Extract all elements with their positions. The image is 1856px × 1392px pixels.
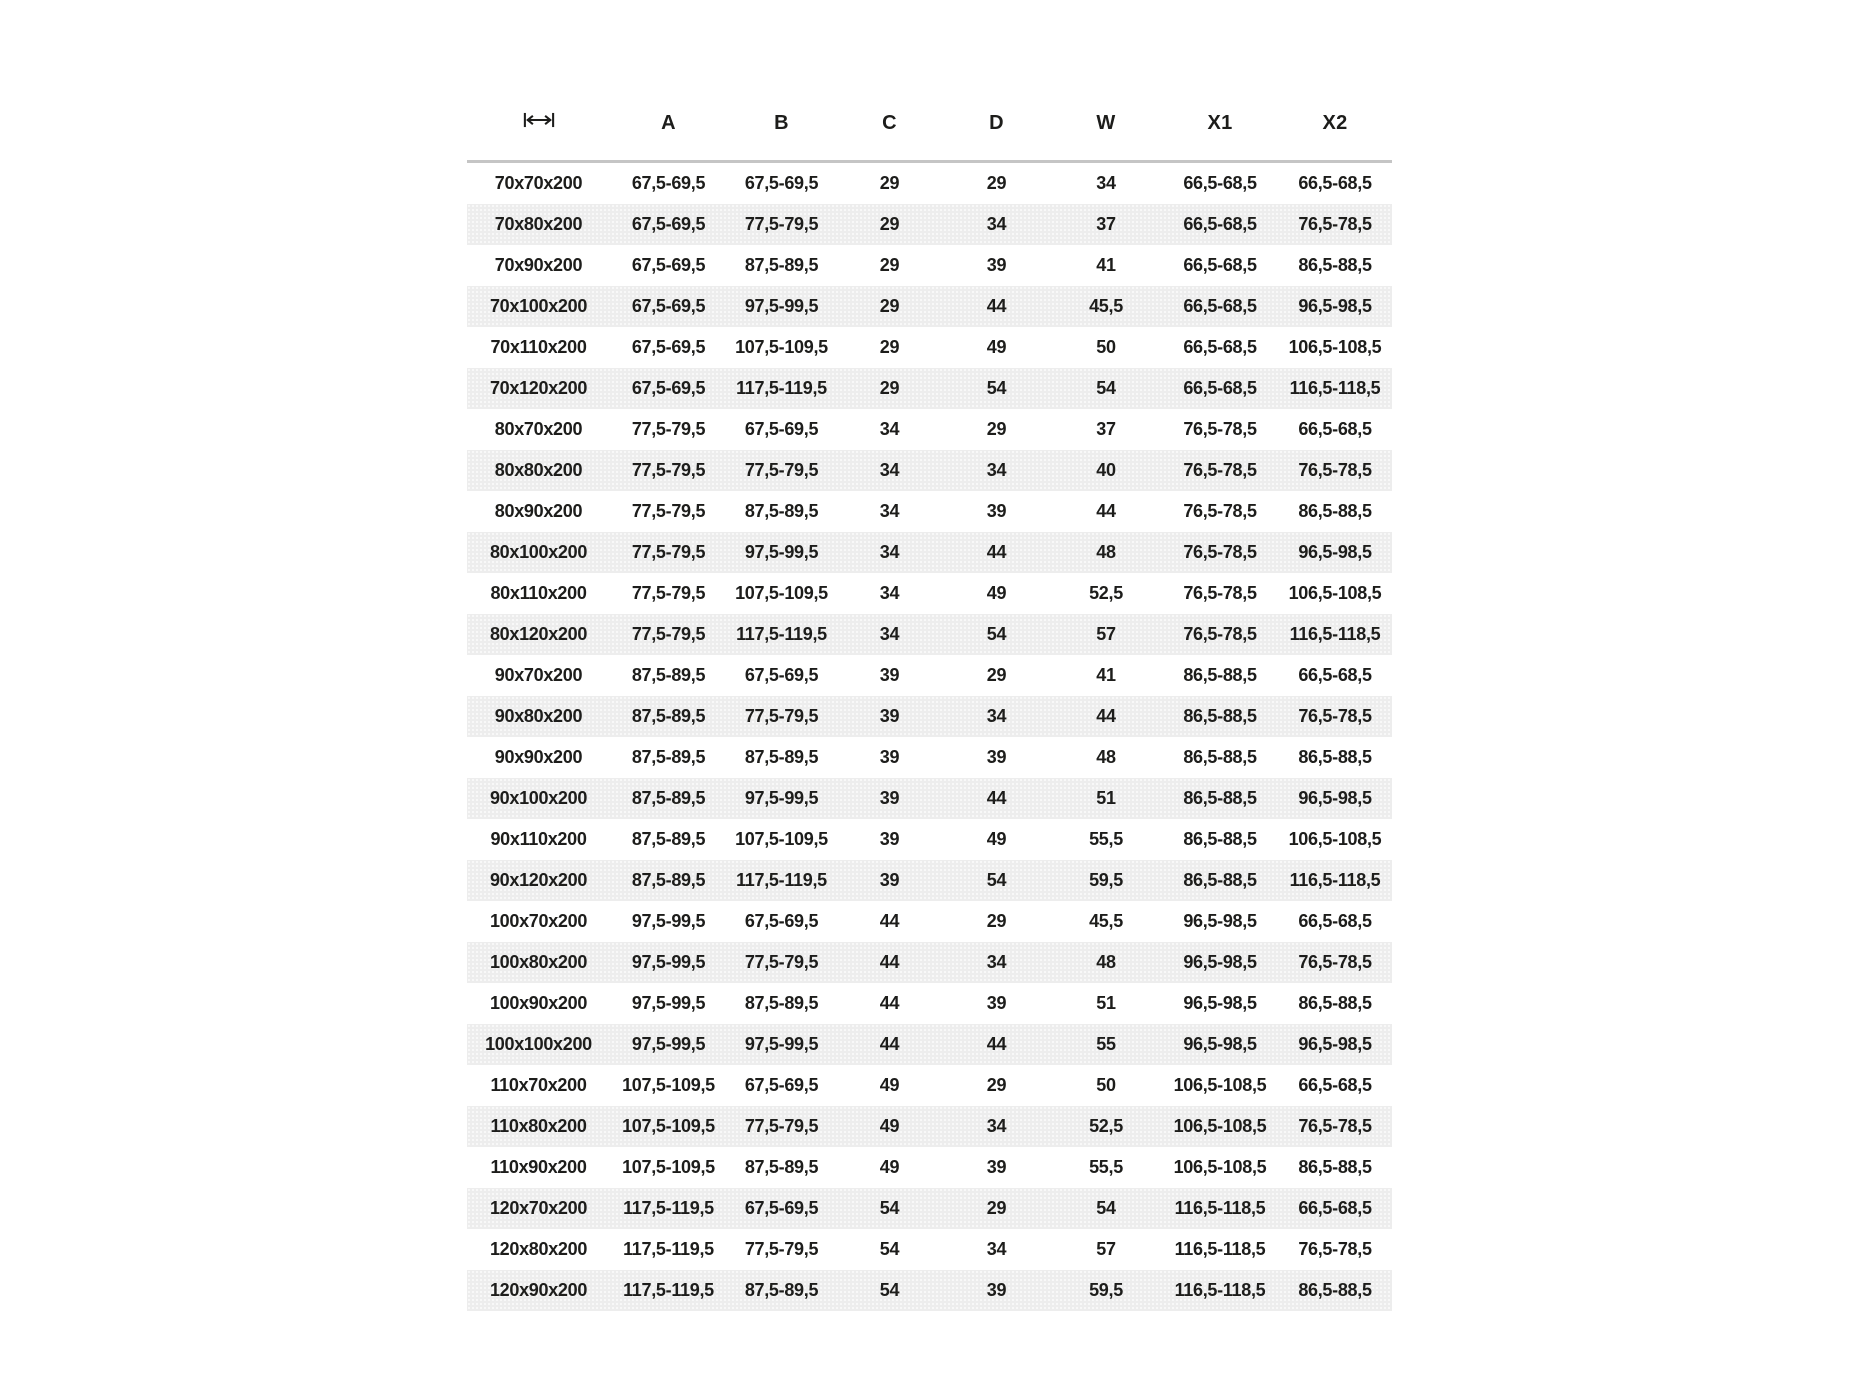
value-cell: 45,5 (1089, 296, 1123, 316)
value-cell: 107,5-109,5 (735, 829, 828, 849)
value-cell: 66,5-68,5 (1183, 255, 1257, 275)
value-cell: 77,5-79,5 (744, 1239, 819, 1259)
value-cell: 96,5-98,5 (1183, 993, 1257, 1013)
value-cell: 77,5-79,5 (631, 419, 706, 439)
value-cell: 39 (879, 829, 900, 849)
value-cell: 50 (1096, 337, 1116, 357)
value-cell: 40 (1096, 460, 1116, 480)
value-cell: 41 (1096, 255, 1116, 275)
value-cell: 67,5-69,5 (744, 1198, 819, 1218)
value-cell: 34 (986, 706, 1007, 726)
value-cell: 116,5-118,5 (1174, 1280, 1266, 1300)
spec-table-body (467, 162, 1392, 1312)
value-cell: 87,5-89,5 (631, 706, 706, 726)
value-cell: 117,5-119,5 (623, 1198, 714, 1218)
table-row (467, 1270, 1392, 1311)
value-cell: 97,5-99,5 (744, 296, 819, 316)
value-cell: 87,5-89,5 (631, 747, 706, 767)
value-cell: 34 (986, 214, 1007, 234)
table-row (467, 327, 1392, 368)
value-cell: 48 (1096, 747, 1116, 767)
value-cell: 86,5-88,5 (1183, 706, 1257, 726)
table-row (467, 1188, 1392, 1229)
value-cell: 49 (879, 1075, 900, 1095)
value-cell: 66,5-68,5 (1183, 296, 1257, 316)
value-cell: 34 (986, 952, 1007, 972)
size-cell: 80x100x200 (489, 542, 588, 562)
value-cell: 86,5-88,5 (1298, 747, 1372, 767)
value-cell: 66,5-68,5 (1298, 911, 1372, 931)
value-cell: 117,5-119,5 (623, 1239, 714, 1259)
value-cell: 76,5-78,5 (1183, 583, 1257, 603)
value-cell: 116,5-118,5 (1289, 624, 1381, 644)
value-cell: 96,5-98,5 (1298, 542, 1372, 562)
value-cell: 29 (986, 419, 1007, 439)
value-cell: 34 (986, 1239, 1007, 1259)
value-cell: 54 (1096, 378, 1116, 398)
value-cell: 76,5-78,5 (1298, 952, 1372, 972)
value-cell: 49 (986, 337, 1007, 357)
value-cell: 57 (1096, 624, 1116, 644)
value-cell: 67,5-69,5 (631, 255, 706, 275)
table-row (467, 1024, 1392, 1065)
value-cell: 76,5-78,5 (1298, 214, 1372, 234)
value-cell: 76,5-78,5 (1183, 460, 1257, 480)
value-cell: 106,5-108,5 (1288, 829, 1382, 849)
value-cell: 87,5-89,5 (744, 1157, 819, 1177)
table-row (467, 901, 1392, 942)
value-cell: 49 (986, 583, 1007, 603)
size-cell: 120x70x200 (489, 1198, 588, 1218)
size-cell: 70x110x200 (490, 337, 587, 357)
value-cell: 107,5-109,5 (622, 1075, 715, 1095)
table-row (467, 245, 1392, 286)
value-cell: 77,5-79,5 (631, 501, 706, 521)
value-cell: 66,5-68,5 (1183, 214, 1257, 234)
size-cell: 70x80x200 (494, 214, 583, 234)
value-cell: 67,5-69,5 (631, 296, 706, 316)
size-cell: 100x100x200 (485, 1034, 592, 1054)
value-cell: 76,5-78,5 (1298, 460, 1372, 480)
value-cell: 87,5-89,5 (631, 870, 706, 890)
size-cell: 70x90x200 (494, 255, 583, 275)
size-cell: 120x80x200 (489, 1239, 588, 1259)
value-cell: 77,5-79,5 (744, 460, 819, 480)
value-cell: 77,5-79,5 (631, 624, 706, 644)
value-cell: 54 (1096, 1198, 1116, 1218)
value-cell: 49 (879, 1157, 900, 1177)
size-cell: 110x90x200 (490, 1157, 587, 1177)
value-cell: 39 (986, 1280, 1007, 1300)
table-row (467, 1106, 1392, 1147)
table-row (467, 491, 1392, 532)
value-cell: 107,5-109,5 (622, 1116, 715, 1136)
value-cell: 41 (1096, 665, 1116, 685)
value-cell: 66,5-68,5 (1298, 665, 1372, 685)
value-cell: 67,5-69,5 (744, 911, 819, 931)
value-cell: 57 (1096, 1239, 1116, 1259)
value-cell: 67,5-69,5 (631, 214, 706, 234)
value-cell: 86,5-88,5 (1298, 1157, 1372, 1177)
value-cell: 54 (879, 1239, 900, 1259)
value-cell: 97,5-99,5 (631, 911, 706, 931)
value-cell: 49 (986, 829, 1007, 849)
value-cell: 67,5-69,5 (631, 173, 706, 193)
size-cell: 110x80x200 (490, 1116, 587, 1136)
value-cell: 97,5-99,5 (631, 1034, 706, 1054)
value-cell: 44 (879, 952, 900, 972)
value-cell: 44 (986, 542, 1007, 562)
size-cell: 80x90x200 (494, 501, 583, 521)
horizontal-dimension-arrow-icon (523, 111, 555, 135)
header-row (467, 86, 1392, 162)
value-cell: 77,5-79,5 (744, 214, 819, 234)
column-header-w: W (1050, 86, 1162, 162)
value-cell: 34 (986, 460, 1007, 480)
value-cell: 39 (879, 870, 900, 890)
column-header-a: A (610, 86, 727, 162)
value-cell: 77,5-79,5 (744, 706, 819, 726)
value-cell: 77,5-79,5 (631, 542, 706, 562)
value-cell: 39 (986, 747, 1007, 767)
table-row (467, 1065, 1392, 1106)
value-cell: 44 (986, 296, 1007, 316)
size-cell: 70x70x200 (494, 173, 583, 193)
value-cell: 116,5-118,5 (1289, 378, 1381, 398)
value-cell: 66,5-68,5 (1298, 1075, 1372, 1095)
value-cell: 97,5-99,5 (744, 542, 819, 562)
value-cell: 29 (879, 214, 900, 234)
value-cell: 39 (879, 665, 900, 685)
value-cell: 67,5-69,5 (631, 378, 706, 398)
value-cell: 44 (879, 993, 900, 1013)
table-row (467, 614, 1392, 655)
value-cell: 66,5-68,5 (1298, 419, 1372, 439)
size-cell: 80x70x200 (494, 419, 583, 439)
value-cell: 39 (879, 706, 900, 726)
value-cell: 87,5-89,5 (631, 788, 706, 808)
size-cell: 90x120x200 (489, 870, 588, 890)
table-row (467, 696, 1392, 737)
column-header-d: D (943, 86, 1050, 162)
value-cell: 44 (986, 1034, 1007, 1054)
table-row (467, 1147, 1392, 1188)
value-cell: 96,5-98,5 (1298, 788, 1372, 808)
value-cell: 29 (879, 296, 900, 316)
value-cell: 45,5 (1089, 911, 1123, 931)
value-cell: 66,5-68,5 (1298, 173, 1372, 193)
table-row (467, 655, 1392, 696)
value-cell: 29 (879, 255, 900, 275)
size-cell: 90x80x200 (494, 706, 583, 726)
column-header-c: C (836, 86, 943, 162)
table-header (467, 86, 1392, 162)
value-cell: 116,5-118,5 (1289, 870, 1381, 890)
value-cell: 34 (879, 542, 900, 562)
value-cell: 87,5-89,5 (744, 747, 819, 767)
value-cell: 86,5-88,5 (1183, 665, 1257, 685)
column-header-size (467, 86, 610, 162)
size-cell: 120x90x200 (489, 1280, 588, 1300)
value-cell: 34 (1096, 173, 1116, 193)
size-cell: 80x80x200 (494, 460, 583, 480)
value-cell: 39 (879, 747, 900, 767)
table-row (467, 983, 1392, 1024)
size-cell: 90x110x200 (490, 829, 587, 849)
value-cell: 77,5-79,5 (631, 460, 706, 480)
table-row (467, 860, 1392, 901)
value-cell: 97,5-99,5 (744, 788, 819, 808)
value-cell: 34 (879, 624, 900, 644)
size-cell: 90x70x200 (494, 665, 583, 685)
value-cell: 54 (986, 870, 1007, 890)
value-cell: 29 (879, 337, 900, 357)
value-cell: 44 (879, 1034, 900, 1054)
value-cell: 66,5-68,5 (1298, 1198, 1372, 1218)
value-cell: 37 (1096, 214, 1116, 234)
value-cell: 77,5-79,5 (631, 583, 706, 603)
value-cell: 116,5-118,5 (1174, 1239, 1266, 1259)
table-row (467, 409, 1392, 450)
size-cell: 100x70x200 (489, 911, 588, 931)
value-cell: 29 (986, 665, 1007, 685)
value-cell: 34 (879, 460, 900, 480)
value-cell: 87,5-89,5 (631, 665, 706, 685)
value-cell: 67,5-69,5 (631, 337, 706, 357)
column-header-x2: X2 (1278, 86, 1392, 162)
value-cell: 29 (986, 1198, 1007, 1218)
value-cell: 44 (986, 788, 1007, 808)
value-cell: 86,5-88,5 (1298, 255, 1372, 275)
value-cell: 34 (879, 583, 900, 603)
value-cell: 55 (1096, 1034, 1116, 1054)
value-cell: 37 (1096, 419, 1116, 439)
value-cell: 76,5-78,5 (1183, 542, 1257, 562)
value-cell: 117,5-119,5 (623, 1280, 714, 1300)
value-cell: 97,5-99,5 (744, 1034, 819, 1054)
value-cell: 54 (986, 378, 1007, 398)
value-cell: 39 (986, 993, 1007, 1013)
value-cell: 39 (986, 501, 1007, 521)
value-cell: 87,5-89,5 (744, 993, 819, 1013)
value-cell: 86,5-88,5 (1183, 829, 1257, 849)
size-cell: 90x90x200 (494, 747, 583, 767)
value-cell: 55,5 (1089, 829, 1123, 849)
size-cell: 90x100x200 (489, 788, 588, 808)
value-cell: 76,5-78,5 (1183, 419, 1257, 439)
value-cell: 107,5-109,5 (622, 1157, 715, 1177)
value-cell: 55,5 (1089, 1157, 1123, 1177)
value-cell: 107,5-109,5 (735, 583, 828, 603)
value-cell: 117,5-119,5 (736, 378, 827, 398)
value-cell: 86,5-88,5 (1298, 993, 1372, 1013)
value-cell: 51 (1096, 788, 1116, 808)
value-cell: 106,5-108,5 (1173, 1116, 1267, 1136)
value-cell: 77,5-79,5 (744, 952, 819, 972)
value-cell: 87,5-89,5 (744, 501, 819, 521)
value-cell: 67,5-69,5 (744, 419, 819, 439)
size-cell: 100x80x200 (489, 952, 588, 972)
value-cell: 86,5-88,5 (1183, 747, 1257, 767)
table-row (467, 204, 1392, 245)
value-cell: 29 (986, 173, 1007, 193)
value-cell: 86,5-88,5 (1183, 788, 1257, 808)
value-cell: 106,5-108,5 (1288, 583, 1382, 603)
value-cell: 50 (1096, 1075, 1116, 1095)
table-row (467, 942, 1392, 983)
value-cell: 44 (1096, 706, 1116, 726)
value-cell: 48 (1096, 952, 1116, 972)
size-cell: 110x70x200 (490, 1075, 587, 1095)
value-cell: 87,5-89,5 (744, 255, 819, 275)
table-row (467, 737, 1392, 778)
value-cell: 34 (986, 1116, 1007, 1136)
value-cell: 29 (986, 1075, 1007, 1095)
value-cell: 51 (1096, 993, 1116, 1013)
value-cell: 76,5-78,5 (1298, 706, 1372, 726)
value-cell: 52,5 (1089, 1116, 1123, 1136)
value-cell: 87,5-89,5 (631, 829, 706, 849)
value-cell: 29 (879, 378, 900, 398)
value-cell: 39 (986, 255, 1007, 275)
value-cell: 39 (879, 788, 900, 808)
table-row (467, 1229, 1392, 1270)
value-cell: 67,5-69,5 (744, 173, 819, 193)
size-cell: 80x120x200 (489, 624, 588, 644)
value-cell: 34 (879, 419, 900, 439)
size-cell: 70x100x200 (489, 296, 588, 316)
value-cell: 97,5-99,5 (631, 952, 706, 972)
value-cell: 106,5-108,5 (1173, 1075, 1267, 1095)
value-cell: 66,5-68,5 (1183, 173, 1257, 193)
column-header-b: B (727, 86, 836, 162)
table-row (467, 286, 1392, 327)
value-cell: 66,5-68,5 (1183, 378, 1257, 398)
value-cell: 29 (879, 173, 900, 193)
value-cell: 76,5-78,5 (1183, 624, 1257, 644)
value-cell: 76,5-78,5 (1298, 1239, 1372, 1259)
value-cell: 59,5 (1089, 870, 1123, 890)
value-cell: 117,5-119,5 (736, 870, 827, 890)
table-row (467, 450, 1392, 491)
value-cell: 107,5-109,5 (735, 337, 828, 357)
value-cell: 59,5 (1089, 1280, 1123, 1300)
value-cell: 106,5-108,5 (1288, 337, 1382, 357)
table-row (467, 368, 1392, 409)
column-header-x1: X1 (1162, 86, 1278, 162)
size-cell: 80x110x200 (490, 583, 587, 603)
size-cell: 100x90x200 (489, 993, 588, 1013)
value-cell: 44 (879, 911, 900, 931)
size-cell: 70x120x200 (489, 378, 588, 398)
value-cell: 66,5-68,5 (1183, 337, 1257, 357)
value-cell: 106,5-108,5 (1173, 1157, 1267, 1177)
value-cell: 48 (1096, 542, 1116, 562)
value-cell: 76,5-78,5 (1298, 1116, 1372, 1136)
value-cell: 96,5-98,5 (1183, 911, 1257, 931)
value-cell: 96,5-98,5 (1298, 1034, 1372, 1054)
table-row (467, 532, 1392, 573)
value-cell: 54 (879, 1280, 900, 1300)
value-cell: 86,5-88,5 (1298, 501, 1372, 521)
value-cell: 54 (986, 624, 1007, 644)
value-cell: 54 (879, 1198, 900, 1218)
value-cell: 96,5-98,5 (1298, 296, 1372, 316)
value-cell: 52,5 (1089, 583, 1123, 603)
value-cell: 86,5-88,5 (1183, 870, 1257, 890)
value-cell: 34 (879, 501, 900, 521)
value-cell: 39 (986, 1157, 1007, 1177)
value-cell: 116,5-118,5 (1174, 1198, 1266, 1218)
dimension-spec-table (467, 86, 1392, 1311)
value-cell: 76,5-78,5 (1183, 501, 1257, 521)
value-cell: 86,5-88,5 (1298, 1280, 1372, 1300)
table-row (467, 778, 1392, 819)
table-row (467, 819, 1392, 860)
value-cell: 97,5-99,5 (631, 993, 706, 1013)
value-cell: 67,5-69,5 (744, 665, 819, 685)
value-cell: 117,5-119,5 (736, 624, 827, 644)
value-cell: 29 (986, 911, 1007, 931)
table-row (467, 162, 1392, 205)
table-row (467, 573, 1392, 614)
value-cell: 77,5-79,5 (744, 1116, 819, 1136)
value-cell: 67,5-69,5 (744, 1075, 819, 1095)
value-cell: 44 (1096, 501, 1116, 521)
value-cell: 96,5-98,5 (1183, 952, 1257, 972)
value-cell: 87,5-89,5 (744, 1280, 819, 1300)
value-cell: 96,5-98,5 (1183, 1034, 1257, 1054)
value-cell: 49 (879, 1116, 900, 1136)
